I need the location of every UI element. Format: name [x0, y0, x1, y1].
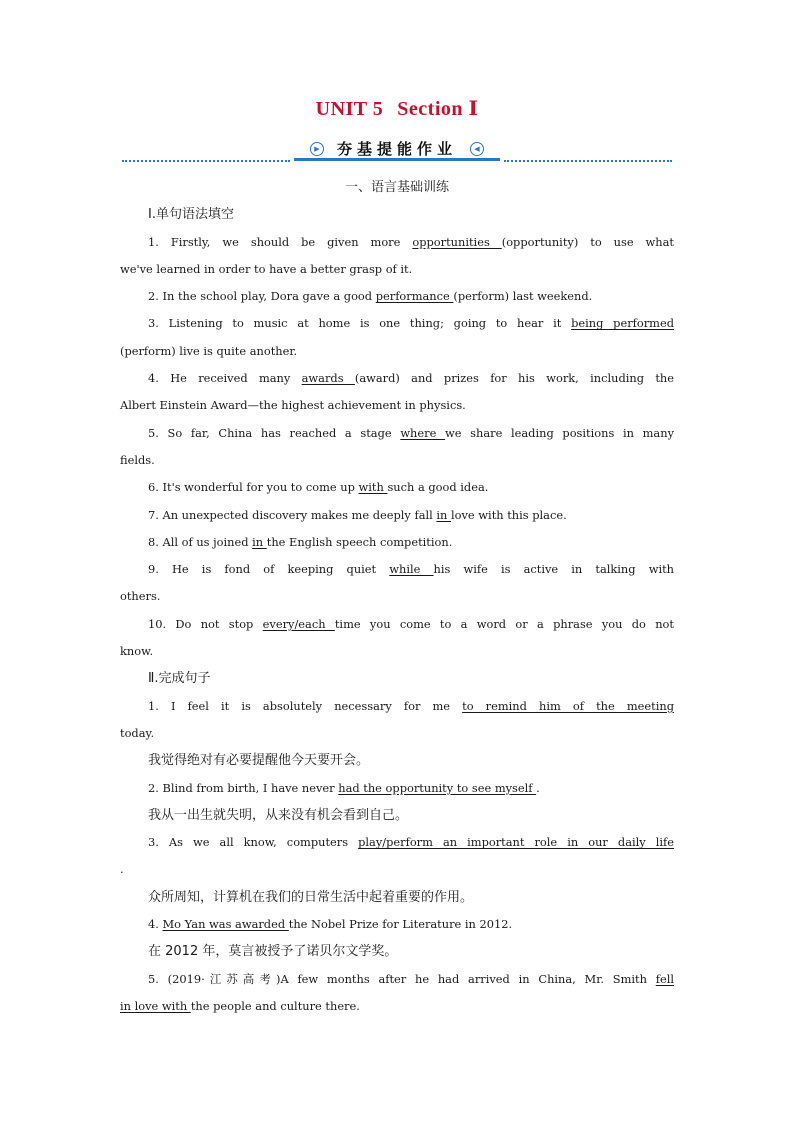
answer-blank: play/perform an important role in our daily life: [358, 835, 674, 850]
section-heading: 一、语言基础训练: [344, 180, 449, 195]
question-line: 10. Do not stop every/each time you come to a word or a phrase you do not: [148, 616, 674, 631]
section-banner: [122, 138, 672, 162]
part-title: Ⅱ.完成句子: [148, 671, 211, 687]
question-line: 4. Mo Yan was awarded the Nobel Prize for Literature in 2012.: [148, 917, 513, 932]
question-line: 3. As we all know, computers play/perform an important role in our daily life: [148, 835, 674, 850]
answer-blank: awards: [301, 371, 355, 386]
question-line: 5. So far, China has reached a stage where we share leading positions in many: [148, 425, 674, 440]
question-line: 6. It's wonderful for you to come up with such a good idea.: [148, 480, 489, 495]
question-line: .: [120, 862, 124, 877]
dotted-divider-right: [504, 160, 672, 162]
chinese-translation: 在 2012 年，莫言被授予了诺贝尔文学奖。: [148, 944, 398, 960]
play-left-icon: ◀: [470, 142, 484, 156]
question-line: 2. Blind from birth, I have never had the opportunity to see myself .: [148, 780, 540, 795]
part-title: Ⅰ.单句语法填空: [148, 207, 234, 223]
answer-blank: opportunities: [412, 234, 502, 249]
exercise-content: [120, 174, 674, 1020]
answer-blank: in love with: [120, 998, 191, 1013]
play-right-icon: ▶: [310, 142, 324, 156]
answer-blank: every/each: [262, 616, 335, 631]
question-line: (perform) live is quite another.: [120, 343, 298, 358]
answer-blank: performance: [375, 289, 454, 304]
answer-blank: in: [436, 507, 451, 522]
question-line: 7. An unexpected discovery makes me deeply fall in love with this place.: [148, 507, 567, 522]
question-line: 9. He is fond of keeping quiet while his wife is active in talking with: [148, 562, 674, 577]
question-line: 8. All of us joined in the English speech competition.: [148, 534, 453, 549]
answer-blank: had the opportunity to see myself: [338, 780, 537, 795]
question-line: today.: [120, 725, 155, 740]
answer-blank: to remind him of the meeting: [462, 698, 674, 713]
question-line: others.: [120, 589, 161, 604]
question-line: 5. (2019·江苏高考)A few months after he had arrived in China, Mr. Smith fell: [148, 971, 674, 986]
answer-blank: being performed: [571, 316, 674, 331]
answer-blank: while: [389, 562, 434, 577]
dotted-divider-left: [122, 160, 290, 162]
answer-blank: Mo Yan was awarded: [162, 917, 289, 932]
question-line: 1. I feel it is absolutely necessary for me to remind him of the meeting: [148, 698, 674, 713]
banner-ribbon: [294, 138, 500, 161]
answer-blank: where: [400, 425, 445, 440]
chinese-translation: 我从一出生就失明，从来没有机会看到自己。: [148, 807, 409, 823]
page-title: UNIT 5 Section Ⅰ: [315, 98, 479, 120]
question-line: 1. Firstly, we should be given more opportunities (opportunity) to use what: [148, 234, 674, 249]
answer-blank: fell: [655, 971, 674, 986]
answer-blank: in: [252, 534, 267, 549]
chinese-translation: 众所周知，计算机在我们的日常生活中起着重要的作用。: [148, 889, 474, 905]
chinese-translation: 我觉得绝对有必要提醒他今天要开会。: [148, 753, 370, 769]
question-line: 3. Listening to music at home is one thing; going to hear it being performed: [148, 316, 674, 331]
question-line: 4. He received many awards (award) and prizes for his work, including the: [148, 371, 674, 386]
answer-blank: with: [358, 480, 388, 495]
question-line: in love with the people and culture there.: [120, 998, 360, 1013]
question-line: Albert Einstein Award—the highest achievement in physics.: [120, 398, 466, 413]
question-line: 2. In the school play, Dora gave a good performance (perform) last weekend.: [148, 289, 593, 304]
question-line: fields.: [120, 452, 155, 467]
question-line: we've learned in order to have a better grasp of it.: [120, 261, 413, 276]
question-line: know.: [120, 644, 154, 659]
banner-title: 夯基提能作业: [336, 140, 457, 158]
